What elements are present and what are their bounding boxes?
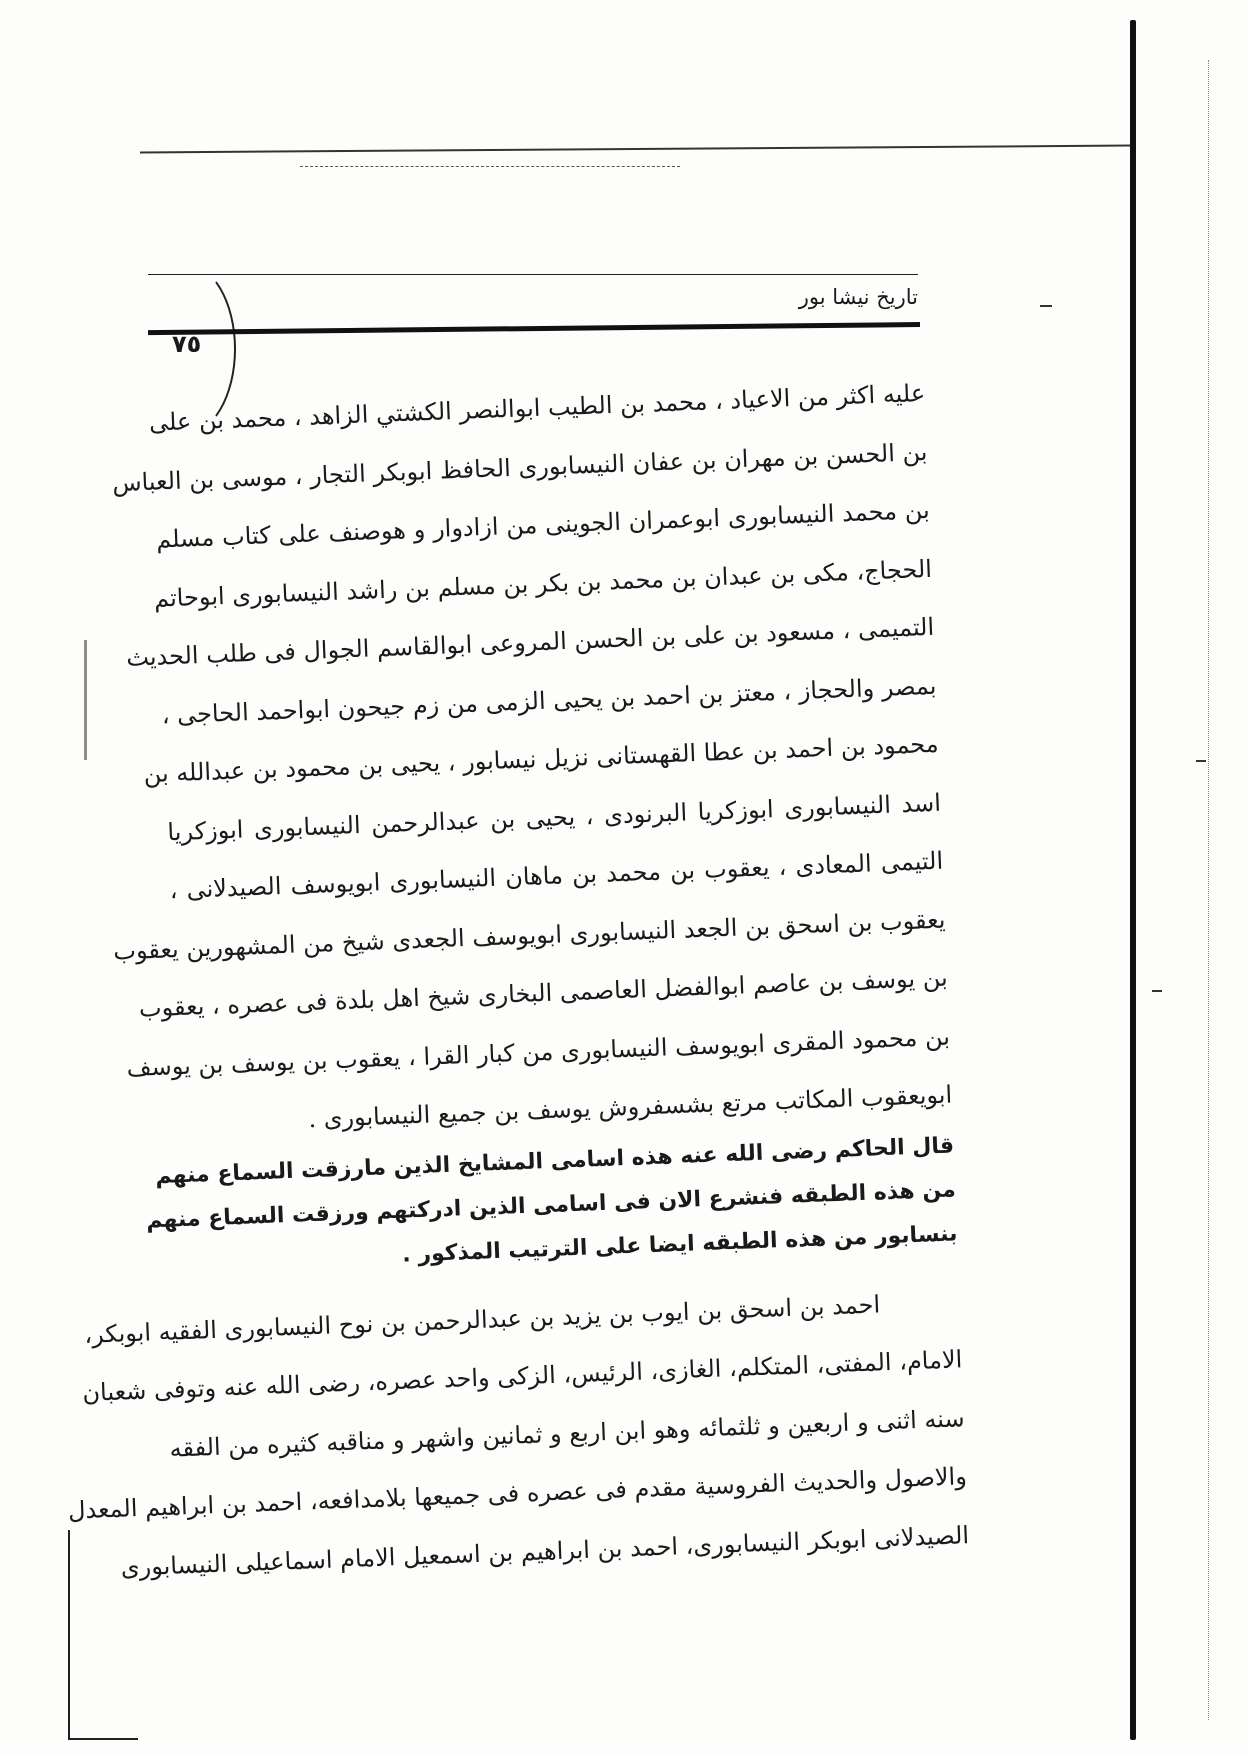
text-line: والاصول والحديث الفروسية مقدم فى عصره فى جميعها بلامدافعه، احمد بن ابراهيم المعدل xyxy=(67,1462,968,1525)
page-corner-edge xyxy=(68,1738,138,1740)
text-line: بن محمود المقرى ابويوسف النيسابورى من كبار القرا ، يعقوب بن يوسف بن يوسف xyxy=(126,1022,951,1082)
hakim-note-line: قال الحاكم رضى الله عنه هذه اسامى المشايخ الذين مارزقت السماع منهم xyxy=(154,1132,955,1189)
scan-mark xyxy=(1152,990,1162,992)
text-line: الحجاج، مكى بن عبدان بن محمد بن بكر بن مسلم بن راشد النيسابورى ابوحاتم xyxy=(153,554,933,613)
page-corner-edge xyxy=(68,1530,70,1740)
text-line: بمصر والحجاز ، معتز بن احمد بن يحيى الزمى من زم جيحون ابواحمد الحاجى ، xyxy=(161,671,937,730)
text-line: التميمى ، مسعود بن على بن الحسن المروعى ابوالقاسم الجوال فى طلب الحديث xyxy=(125,612,935,672)
binding-edge-shadow xyxy=(1130,20,1136,1740)
header-rule xyxy=(148,274,918,275)
running-title: تاريخ نيشا بور xyxy=(798,285,918,309)
text-line: يعقوب بن اسحق بن الجعد النيسابورى ابويوسف الجعدى شيخ من المشهورين يعقوب xyxy=(112,905,946,966)
text-line: احمد بن اسحق بن ايوب بن يزيد بن عبدالرحمن بن نوح النيسابورى الفقيه ابوبكر، xyxy=(83,1289,881,1349)
scan-smudge xyxy=(84,640,87,760)
scan-edge-dots xyxy=(1208,60,1211,1720)
scan-mark xyxy=(1196,760,1206,762)
hakim-note-line: من هذه الطبقه فنشرع الان فى اسامى الذين ادركتهم ورزقت السماع منهم xyxy=(145,1176,957,1233)
text-line: عليه اكثر من الاعياد ، محمد بن الطيب ابوالنصر الكشتي الزاهد ، محمد بن على xyxy=(148,378,926,437)
text-line: سنه اثنى و اربعين و ثلثمائه وهو ابن اربع و ثمانين واشهر و مناقبه كثيره من الفقه xyxy=(168,1403,966,1463)
text-line: بن محمد النيسابورى ابوعمران الجوينى من ازادوار و هوصنف على كتاب مسلم xyxy=(155,495,931,554)
hakim-note-line: بنسابور من هذه الطبقه ايضا على الترتيب المذكور . xyxy=(401,1220,958,1268)
text-line: الامام، المفتى، المتكلم، الغازى، الرئيس، الزكى واحد عصره، رضى الله عنه وتوفى شعبان xyxy=(81,1345,963,1408)
body-text xyxy=(67,364,971,1594)
text-line: ابويعقوب المكاتب مرتع بشسفروش يوسف بن جميع النيسابورى . xyxy=(307,1080,953,1134)
text-line: بن يوسف بن عاصم ابوالفضل العاصمى البخارى شيخ اهل بلدة فى عصره ، يعقوب xyxy=(138,963,949,1023)
scan-mark xyxy=(1040,305,1052,307)
text-line: التيمى المعادى ، يعقوب بن محمد بن ماهان النيسابورى ابويوسف الصيدلانى ، xyxy=(169,846,944,905)
scan-streak xyxy=(300,166,680,168)
text-line: محمود بن احمد بن عطا القهستانى نزيل نيسابور ، يحيى بن محمود بن عبدالله بن xyxy=(143,729,940,789)
text-line: اسد النيسابورى ابوزكريا البرنودى ، يحيى بن عبدالرحمن النيسابورى ابوزكريا xyxy=(166,788,942,846)
text-line: الصيدلانى ابوبكر النيسابورى، احمد بن ابراهيم بن اسمعيل الامام اسماعيلى النيسابورى xyxy=(120,1520,970,1582)
text-line: بن الحسن بن مهران بن عفان النيسابورى الحافظ ابوبكر التجار ، موسى بن العباس xyxy=(111,437,928,497)
page-number: ٧٥ xyxy=(172,330,202,358)
